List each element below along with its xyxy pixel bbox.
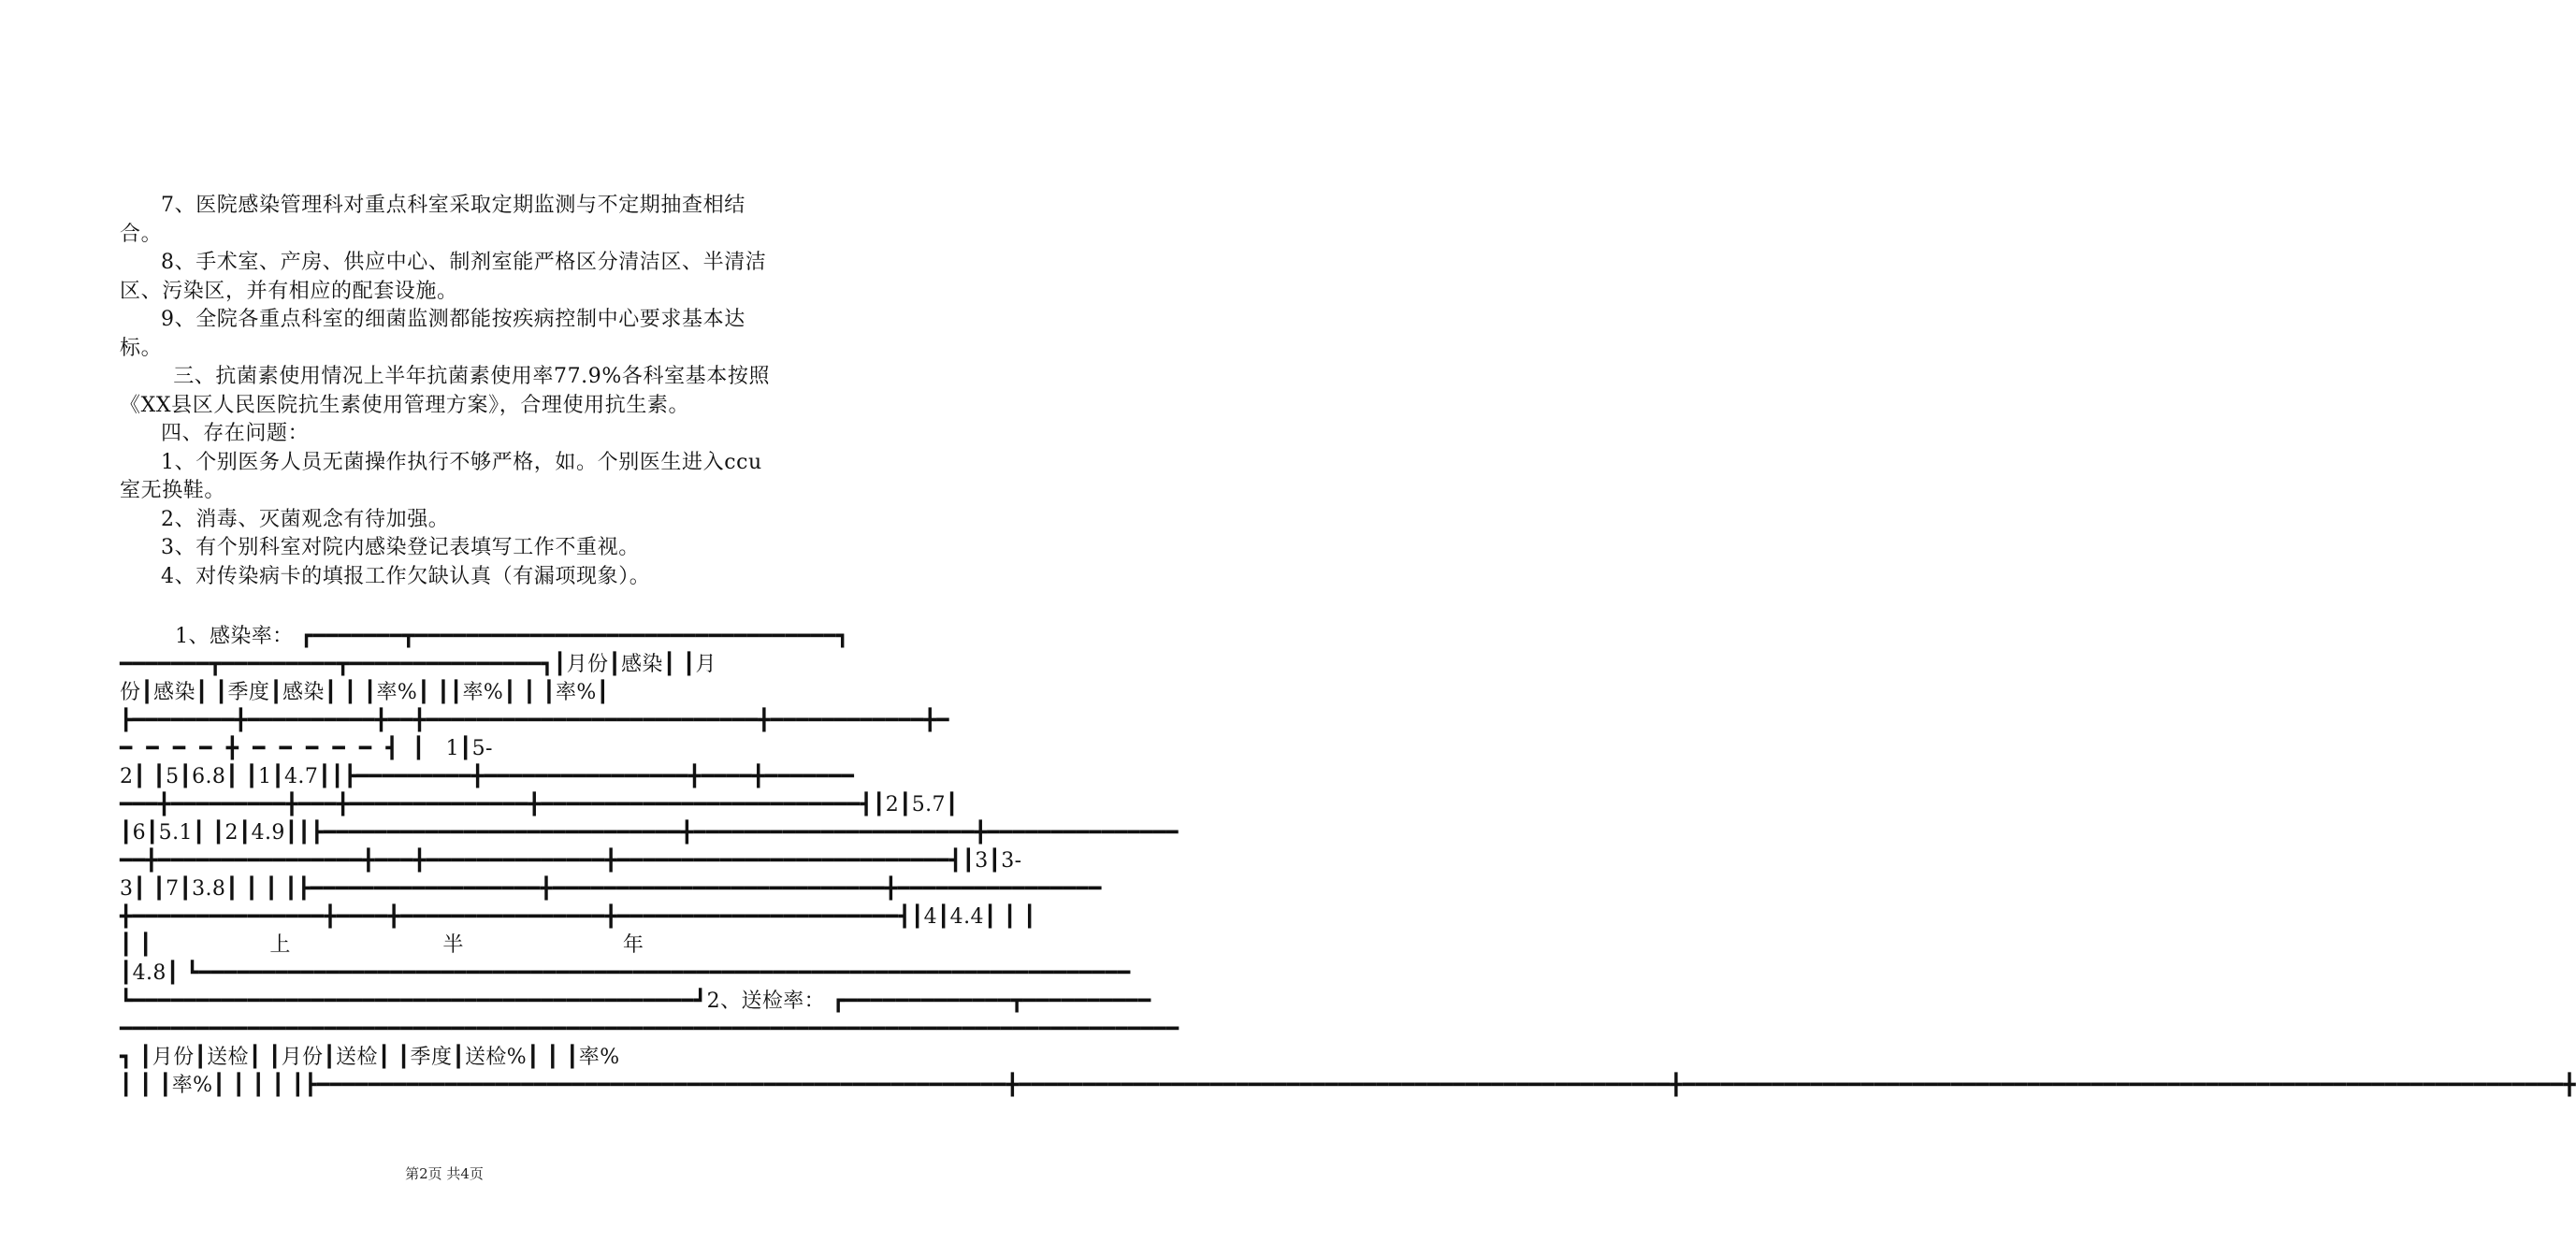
table-line: 份┃感染┃ ┃季度┃感染┃ ┃ ┃率%┃ ┃┃率%┃ ┃ ┃率%┃ [120, 681, 610, 704]
table-line: ┗━━━━━━━━━━━━━━━━━━━━━━━━━━━━━━━━━━━━━━━━━━━━┛2、送检率： ┏━━━━━━━━━━━━━┳━━━━━━━━━━ [120, 990, 1151, 1013]
page-footer: 第2页 共4页 [405, 1165, 484, 1182]
paragraph-item-9: 9、全院各重点科室的细菌监测都能按疾病控制中心要求基本达标。 [120, 308, 745, 360]
body-text [120, 192, 778, 591]
table-line: ━━━╋━━━━━━━━━╋━━━╋━━━━━━━━━━━━━━╋━━━━━━━━━━━━━━━━━━━━━━━━━┫┃2┃5.7┃ [120, 793, 959, 816]
table-line: ┣━━━━━━━━╋━━━━━━━━━━╋━━╋━━━━━━━━━━━━━━━━━━━━━━━━━━╋━━━━━━━━━━━━╋━ [120, 709, 949, 732]
table-line: 2┃ ┃5┃6.8┃ ┃1┃4.7┃┃┣━━━━━━━━━╋━━━━━━━━━━━━━━━━╋━━━━╋━━━━━━━ [120, 765, 855, 788]
table-line: ┃4.8┃ ┗━━━━━━━━━━━━━━━━━━━━━━━━━━━━━━━━━━━━━━━━━━━━━━━━━━━━━━━━━━━━━━━━━━━━━━━━━ [120, 961, 1131, 985]
table-line: ┃ ┃ 上 半 年 [120, 933, 644, 957]
paragraph-item-7: 7、医院感染管理科对重点科室采取定期监测与不定期抽查相结合。 [120, 194, 745, 246]
table-line: ┃6┃5.1┃ ┃2┃4.9┃┃┣━━━━━━━━━━━━━━━━━━━━━━━━━━━━╋━━━━━━━━━━━━━━━━━━━━━━╋━━━━━━━━━━━━━━━ [120, 821, 1179, 845]
paragraph-item-8: 8、手术室、产房、供应中心、制剂室能严格区分清洁区、半清洁区、污染区，并有相应的配套设施。 [120, 251, 767, 303]
table-line: ╋━━━━━━━━━━━━━━━╋━━━━╋━━━━━━━━━━━━━━━━╋━━━━━━━━━━━━━━━━━━━━━━┫┃4┃4.4┃ ┃ ┃ [120, 905, 1036, 929]
table-line: 1、感染率： ┏━━━━━━━┳━━━━━━━━━━━━━━━━━━━━━━━━━━━━━━━━━┓ [120, 625, 849, 648]
table-line: 3┃ ┃7┃3.8┃ ┃ ┃ ┃┣━━━━━━━━━━━━━━━━━━╋━━━━━━━━━━━━━━━━━━━━━━━━━━╋━━━━━━━━━━━━━━━━ [120, 877, 1102, 901]
table-line: ┓ ┃月份┃送检┃ ┃月份┃送检┃ ┃季度┃送检%┃ ┃ ┃率% [120, 1046, 620, 1069]
table-line: ━ ━ ━ ━ ╋ ━ ━ ━ ━ ━ ┫ ┃ 1┃5- [120, 737, 493, 760]
paragraph-problem-4: 4、对传染病卡的填报工作欠缺认真（有漏项现象）。 [161, 564, 651, 588]
paragraph-section-3: 三、抗菌素使用情况上半年抗菌素使用率77.9%各科室基本按照《XX县区人民医院抗生素使用管理方案》，合理使用抗生素。 [120, 365, 771, 417]
paragraph-problem-3: 3、有个别科室对院内感染登记表填写工作不重视。 [161, 536, 640, 559]
table-line: ┃ ┃ ┃率%┃ ┃ ┃ ┃ ┃┣━━━━━━━━━━━━━━━━━━━━━━━━━━━━━━━━━━━━━━━━━━━━━━━━━━━━━━╋━━━━━━━━━━━━━━━━━━━━━━━━━━━━━━━━━━━━━━━━━━━━━━━━━━━╋━━━━━━━━━━━━━━━━━━━━━━━━━━━━━━━━━━━━━━━━━━━━━━━━━━━━━━━━━━━━━━━━━━━━━╋ [120, 1074, 2576, 1097]
table-line: ━━━━━━━┳━━━━━━━━━┳━━━━━━━━━━━━━━━┓┃月份┃感染┃ ┃月 [120, 653, 716, 676]
table-line: ━━╋━━━━━━━━━━━━━━━━╋━━━╋━━━━━━━━━━━━━━╋━━━━━━━━━━━━━━━━━━━━━━━━━━┫┃3┃3- [120, 849, 1022, 873]
paragraph-problem-1: 1、个别医务人员无菌操作执行不够严格，如。个别医生进入ccu室无换鞋。 [120, 450, 762, 502]
table-line: ━━━━━━━━━━━━━━━━━━━━━━━━━━━━━━━━━━━━━━━━━━━━━━━━━━━━━━━━━━━━━━━━━━━━━━━━━━━━━━━━━━━ [120, 1018, 1179, 1041]
paragraph-problem-2: 2、消毒、灭菌观念有待加强。 [161, 507, 450, 531]
paragraph-section-4: 四、存在问题： [161, 422, 310, 445]
